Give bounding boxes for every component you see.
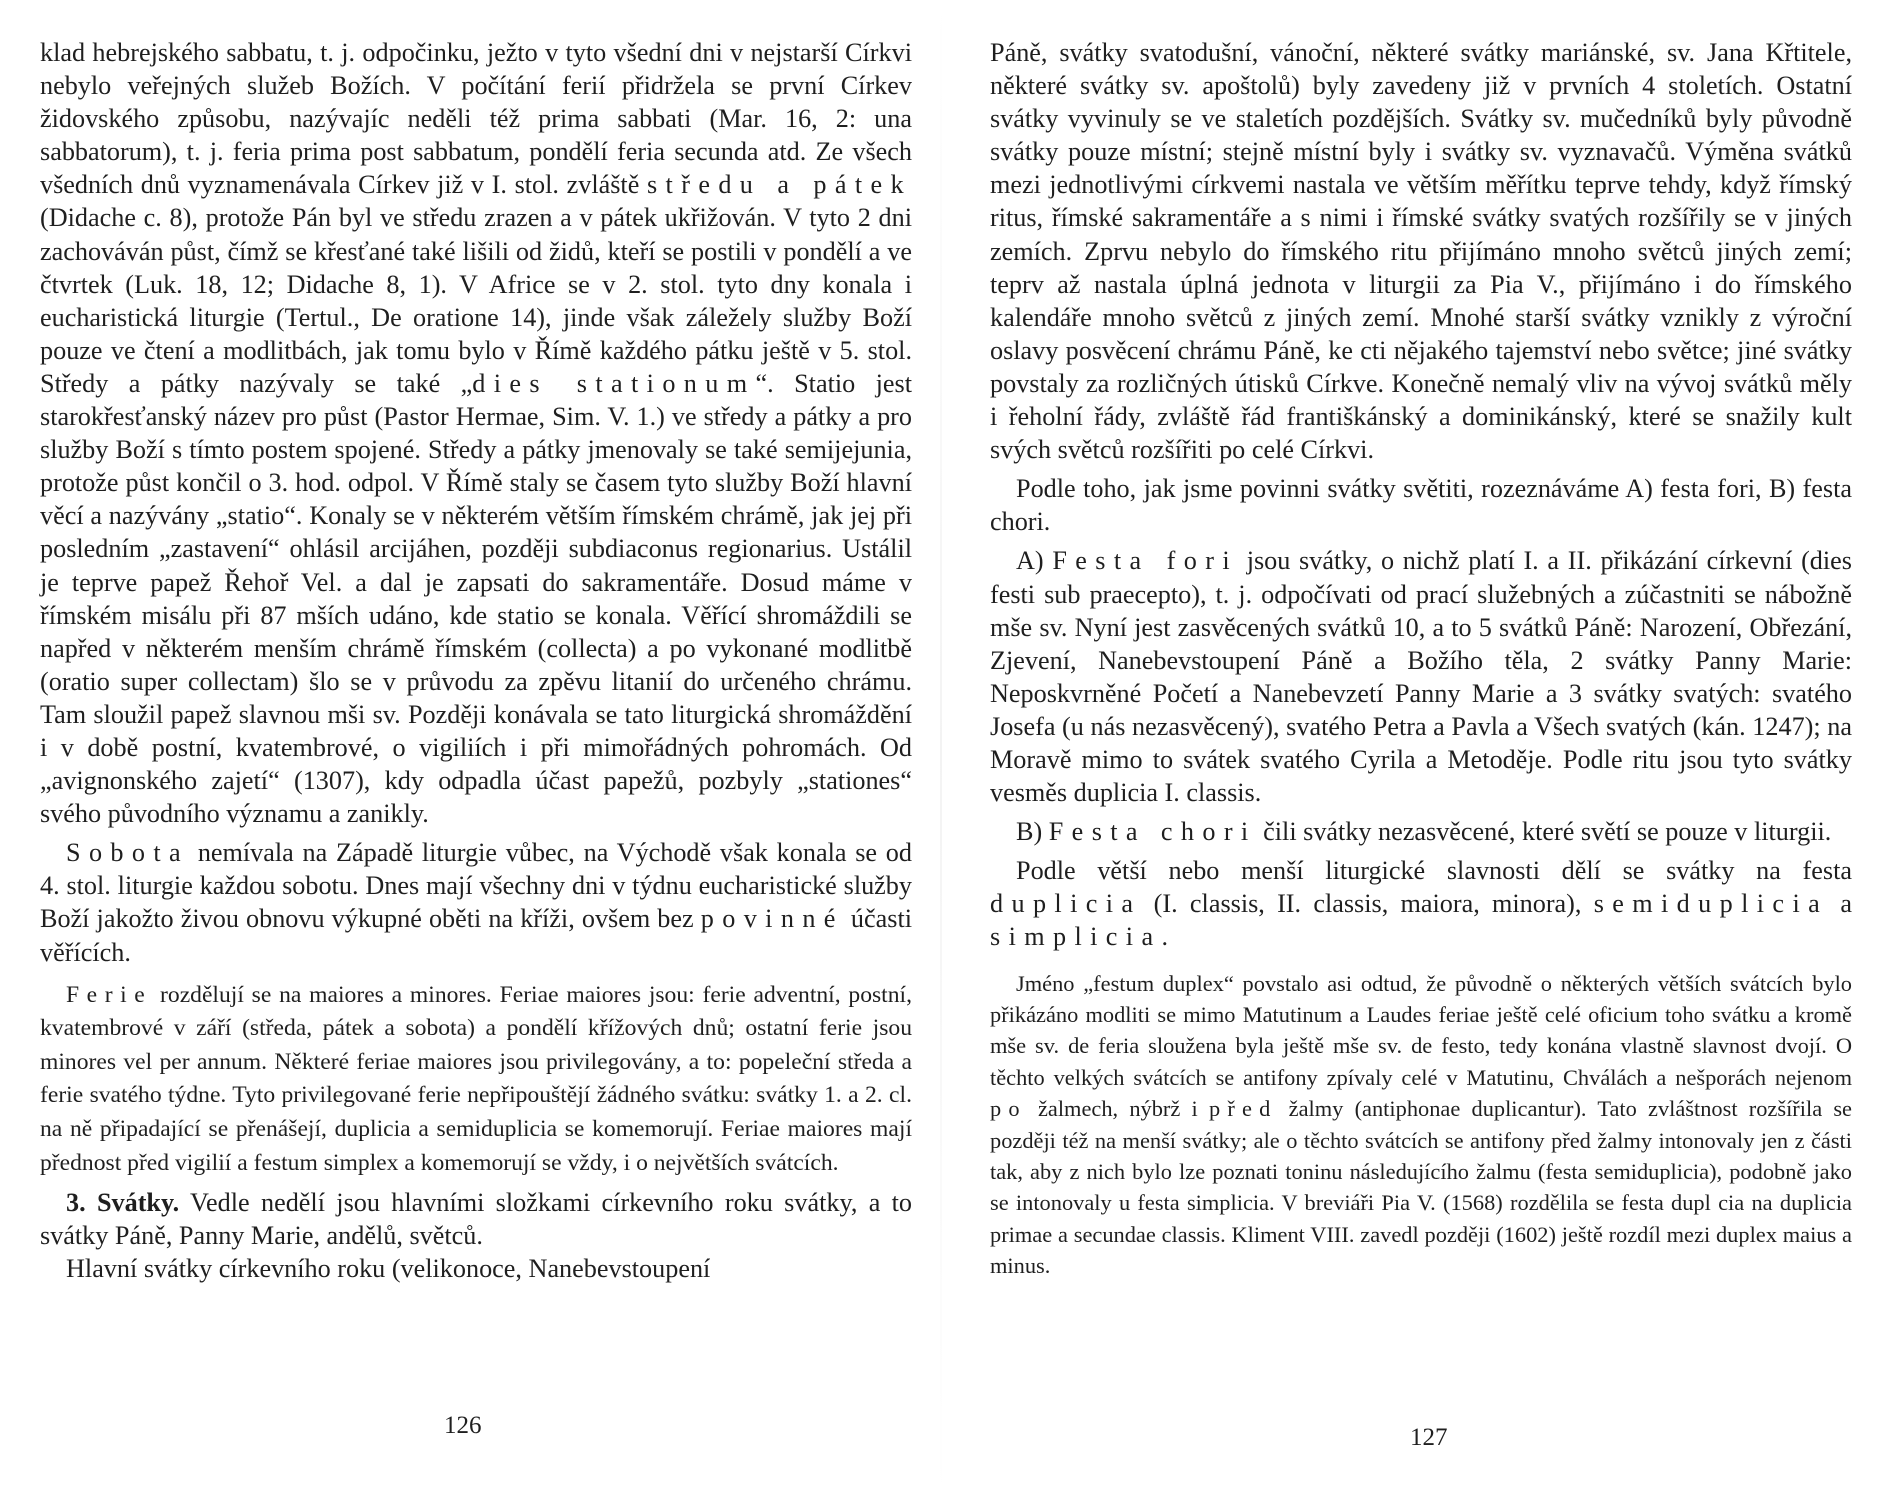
paragraph: klad hebrejského sabbatu, t. j. odpočinku, ježto v tyto všední dni v nejstarší Církvi nebylo veřejných služeb Božích. V počítání ferií přidržela se první Církev židovského způsobu, nazývajíc neděli též prima sabbati (Mar. 16, 2: una sabbatorum), t. j. feria prima post sabbatum, pondělí feria secunda atd. Ze všech všedních dnů vyznamenávala Církev již v I. stol. zvláště středu a pátek (Didache c. 8), protože Pán byl ve středu zrazen a v pátek ukřižován. V tyto 2 dni zachováván půst, čímž se křesťané také lišili od židů, kteří se postili v pondělí a ve čtvrtek (Luk. 18, 12; Didache 8, 1). V Africe se v 2. stol. tyto dny konala i eucharistická liturgie (Tertul., De oratione 14), jinde však záležely služby Boží pouze ve čtení a modlitbách, jak tomu bylo v Římě každého pátku ještě v 5. stol. Středy a pátky nazývaly se také „dies stationum“. Statio jest starokřesťanský název pro půst (Pastor Hermae, Sim. V. 1.) ve středy a pátky a pro služby Boží s tímto postem spojené. Středy a pátky jmenovaly se také semijejunia, protože půst končil o 3. hod. odpol. V Římě staly se časem tyto služby Boží hlavní věcí a nazývány „statio“. Konaly se v některém větším římském chrámě, jak jej při posledním „zastavení“ ohlásil arcijáhen, později subdiaconus regionarius. Ustálil je teprve papež Řehoř Vel. a dal je zapsati do sakramentáře. Dosud máme v římském misálu při 87 mších udáno, kde statio se konala. Věřící shromáždili se napřed v některém menším chrámě římském (collecta) a po vykonané modlitbě (oratio super collectam) šlo se v průvodu za zpěvu litanií do určeného chrámu. Tam sloužil papež slavnou mši sv. Později konávala se tato liturgická shromáždění i v době postní, kvatembrové, o vigiliích i při mimořádných pohromách. Od „avignonského zajetí“ (1307), kdy odpadla účast papežů, pozbyly „stationes“ svého původního významu a zanikly. — [40, 38, 913, 829]
paragraph: Podle větší nebo menší liturgické slavnosti dělí se svátky na festa duplicia (I. classis, II. classis, maiora, minora), semiduplicia a simplicia. — [990, 856, 1852, 952]
left-page — [40, 36, 912, 1285]
spaced-emphasis: před — [1208, 1096, 1278, 1122]
page-number-left: 126 — [444, 1412, 482, 1439]
paragraph: Sobota nemívala na Západě liturgie vůbec, na Východě však konala se od 4. stol. liturgie každou sobotu. Dnes mají všechny dni v týdnu eucharistické služby Boží jakožto živou obnovu výkupné oběti na kříži, ovšem bez povinné účasti věřících. — [40, 838, 912, 967]
paragraph: A) Festa fori jsou svátky, o nichž platí I. a II. přikázání církevní (dies festi sub praecepto), t. j. odpočívati od prací služebných a zúčastniti se nábožně mše sv. Nyní jest zasvěcených svátků 10, a to 5 svátků Páně: Narození, Obřezání, Zjevení, Nanebevstoupení Páně a Božího těla, 2 svátky Panny Marie: Neposkvrněné Početí a Nanebevzetí Panny Marie a 3 svátky svatých: svatého Josefa (u nás nezasvěcený), svatého Petra a Pavla a Všech svatých (kán. 1247); na Moravě mimo to svátek svatého Cyrila a Metoděje. Podle ritu jsou tyto svátky vesměs duplicia I. classis. — [990, 546, 1852, 808]
gutter — [940, 0, 942, 1500]
spaced-emphasis: po — [990, 1096, 1027, 1122]
spaced-emphasis: Sobota — [66, 838, 190, 868]
paragraph-small: Ferie rozdělují se na maiores a minores. Feriae maiores jsou: ferie adventní, postní, kvatembrové v září (středa, pátek a sobota) a pondělí křížových dnů; ostatní ferie jsou minores vel per annum. Některé feriae maiores jsou privilegovány, a to: popeleční středa a ferie svatého týdne. Tyto privilegované ferie nepřipouštějí žádného svátku: svátky 1. a 2. cl. na ně připadající se přenášejí, duplicia a semiduplicia se komemorují. Feriae maiores mají přednost před vigilií a festum simplex a komemorují se vždy, i o největších svátcích. — [40, 981, 912, 1176]
spaced-emphasis: simplicia — [990, 922, 1162, 952]
right-page-text — [990, 36, 1852, 1282]
left-page-text — [40, 36, 912, 1285]
paragraph: Podle toho, jak jsme povinni svátky světiti, rozeznáváme A) festa fori, B) festa chori. — [990, 474, 1852, 537]
spaced-emphasis: povinné — [700, 904, 844, 934]
paragraph: Hlavní svátky církevního roku (velikonoce, Nanebevstoupení — [66, 1254, 711, 1284]
spaced-emphasis: Ferie — [66, 981, 153, 1008]
spaced-emphasis: středu a pátek — [646, 170, 912, 200]
spaced-emphasis: duplicia — [990, 889, 1142, 919]
paragraph: 3. Svátky. Vedle nedělí jsou hlavními složkami církevního roku svátky, a to svátky Páně, Panny Marie, andělů, světců. — [40, 1188, 913, 1251]
paragraph-small: Jméno „festum duplex“ povstalo asi odtud, že původně o některých větších svátcích bylo přikázáno modliti se mimo Matutinum a Laudes feriae ještě celé oficium toho svátku a kromě mše sv. de feria sloužena byla ještě mše sv. de festo, tedy konána vlastně slavnost dvojí. O těchto velkých svátcích se antifony zpívaly celé v Matutinu, Chválách a nešporách nejenom po žalmech, nýbrž i před žalmy (antiphonae duplicantur). Tato zvláštnost rozšířila se později též na menší svátky; ale o těchto svátcích se antifony před žalmy intonovaly jen z části tak, aby z nich bylo lze poznati toninu následujícího žalmu (festa semiduplicia), podobně jako se intonovaly u festa simplicia. V breviáři Pia V. (1568) rozdělila se festa dupl cia na duplicia primae a secundae classis. Kliment VIII. zavedl později (1602) ještě rozdíl mezi duplex maius a minus. — [990, 970, 1853, 1279]
spaced-emphasis: semiduplicia — [1593, 889, 1829, 919]
paragraph: Páně, svátky svatodušní, vánoční, některé svátky mariánské, sv. Jana Křtitele, některé svátky sv. apoštolů) byly zavedeny již v prvních 4 stoletích. Ostatní svátky vyvinuly se ve staletích pozdějších. Svátky sv. mučedníků byly původně svátky pouze místní; stejně místní byly i svátky sv. vyznavačů. Výměna svátků mezi jednotlivými církvemi nastala ve větším měřítku teprve tehdy, když římský ritus, římské sakramentáře a s nimi i římské svátky svatých rozšířily se v jiných zemích. Zprvu nebylo do římského ritu přijímáno mnoho světců jiných zemí; teprv až nastala úplná jednota v liturgii za Pia V., přijímáno i do římského kalendáře mnoho světců z jiných zemí. Mnohé starší svátky vznikly z výroční oslavy posvěcení chrámu Páně, ke cti nějakého tajemství nebo světce; jiné svátky povstaly za rozličných útisků Církve. Konečně nemalý vliv na vývoj svátků měly i řeholní řády, zvláště řád františkánský a dominikánský, které se snažily kult svých světců rozšířiti po celé Církvi. — [990, 38, 1852, 465]
section-heading: 3. Svátky. — [66, 1188, 180, 1218]
spaced-emphasis: dies stationum — [472, 368, 756, 398]
spaced-emphasis: Festa chori — [1048, 817, 1257, 847]
right-page — [990, 36, 1852, 1282]
page-number-right: 127 — [1410, 1424, 1448, 1451]
paragraph: B) Festa chori čili svátky nezasvěcené, které světí se pouze v liturgii. — [1016, 817, 1832, 847]
spaced-emphasis: Festa fori — [1052, 546, 1238, 576]
